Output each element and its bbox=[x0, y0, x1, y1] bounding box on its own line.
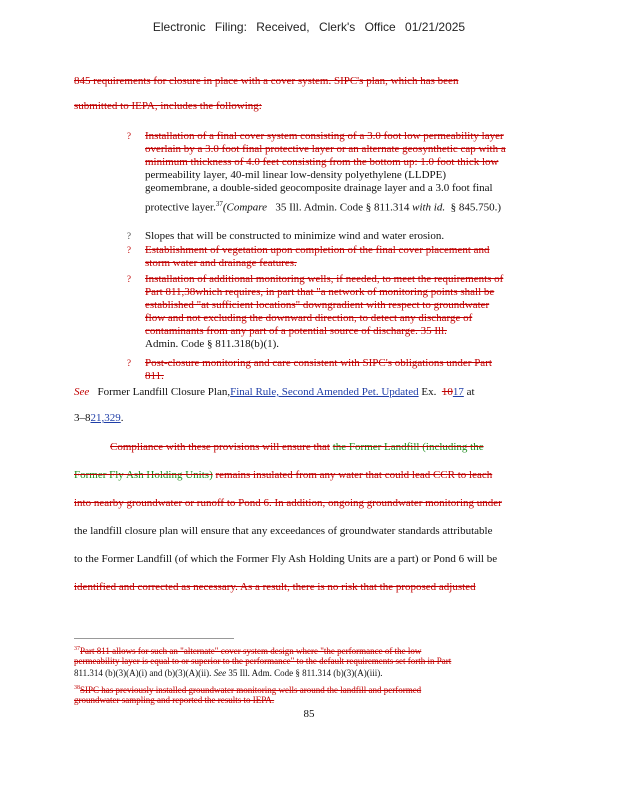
see-citation-cont: 3–821,329. bbox=[74, 412, 124, 424]
bullet5-line: Post-closure monitoring and care consistent with SIPC's obligations under Part bbox=[145, 357, 492, 369]
bullet5-line: 811. bbox=[145, 370, 164, 382]
page-number: 85 bbox=[303, 708, 315, 720]
exhibit-link[interactable]: 17 bbox=[452, 386, 464, 398]
bullet1-line: overlain by a 3.0 foot final protective layer or an alternate geosynthetic cap with a bbox=[145, 143, 506, 155]
footnote-separator bbox=[74, 638, 234, 639]
bullet3-line: Establishment of vegetation upon completion of the final cover placement and bbox=[145, 244, 490, 256]
para2-line: into nearby groundwater or runoff to Pond 6. In addition, ongoing groundwater monitoring under bbox=[74, 497, 502, 509]
para2-line: Former Fly Ash Holding Units) remains insulated from any water that could lead CCR to leach bbox=[74, 469, 493, 481]
footnote-38: $^{38}$SIPC has previously installed groundwater monitoring wells around the landfill and performed bbox=[74, 685, 422, 695]
bullet1-line: minimum thickness of 4.0 feet consisting from the bottom up: 1.0 foot thick low bbox=[145, 156, 499, 168]
footnote-37: $^{37}$Part 811 allows for such an "alternate" cover system design where "the performance of the low bbox=[74, 646, 422, 656]
filing-header: Electronic Filing: Received, Clerk's Office 01/21/2025 bbox=[152, 20, 466, 34]
bullet-marker: ? bbox=[127, 245, 131, 255]
footnote-37-line: 811.314 (b)(3)(A)(i) and (b)(3)(A)(ii). See 35 Ill. Adm. Code § 811.314 (b)(3)(A)(iii). bbox=[74, 668, 383, 678]
para2-line: Compliance with these provisions will ensure that the Former Landfill (including the bbox=[110, 441, 484, 453]
bullet4-line: flow and not excluding the downward direction, to detect any discharge of bbox=[145, 312, 473, 324]
para2-line: identified and corrected as necessary. As a result, there is no risk that the proposed adjusted bbox=[74, 581, 476, 593]
bullet4-line: Part 811,38which requires, in part that "a network of monitoring points shall be bbox=[145, 286, 495, 298]
bullet4-line: contaminants from any part of a potential source of discharge. 35 Ill. bbox=[145, 325, 447, 337]
bullet-marker: ? bbox=[127, 131, 131, 141]
bullet2-line: Slopes that will be constructed to minimize wind and water erosion. bbox=[145, 230, 445, 242]
bullet4-line: established "at sufficient locations" downgradient with respect to groundwater bbox=[145, 299, 490, 311]
see-citation: See Former Landfill Closure Plan,Final Rule, Second Amended Pet. Updated Ex. 1017 at bbox=[74, 386, 475, 398]
bullet1-last-line: protective layer.$^{37}$(Compare 35 Ill. Admin. Code § 811.314 with id. § 845.750.) bbox=[145, 200, 502, 214]
citation-link[interactable]: Final Rule, Second Amended Pet. Updated bbox=[230, 386, 419, 398]
footnote-37-line: permeability layer is equal to or superior to the performance" to the default requirements set forth in Part bbox=[74, 656, 452, 666]
footnote-38-line: groundwater sampling and reported the results to IEPA. bbox=[74, 695, 275, 705]
bullet4-line: Admin. Code § 811.318(b)(1). bbox=[145, 338, 280, 350]
para2-line: the landfill closure plan will ensure that any exceedances of groundwater standards attributable bbox=[74, 525, 493, 537]
para2-line: to the Former Landfill (of which the Former Fly Ash Holding Units are a part) or Pond 6 will be bbox=[74, 553, 498, 565]
bullet1-line: geomembrane, a double-sided geocomposite drainage layer and a 3.0 foot final bbox=[145, 182, 493, 194]
bullet4-line: Installation of additional monitoring wells, if needed, to meet the requirements of bbox=[145, 273, 504, 285]
page-link[interactable]: 21,329 bbox=[90, 412, 121, 424]
bullet1-line: permeability layer, 40-mil linear low-density polyethylene (LLDPE) bbox=[145, 169, 447, 181]
bullet3-line: storm water and drainage features. bbox=[145, 257, 297, 269]
para1-line: 845 requirements for closure in place with a cover system. SIPC's plan, which has been bbox=[74, 75, 459, 87]
para1-line: submitted to IEPA, includes the following: bbox=[74, 100, 262, 112]
bullet-marker: ? bbox=[127, 231, 131, 241]
bullet1-line: Installation of a final cover system consisting of a 3.0 foot low permeability layer bbox=[145, 130, 504, 142]
bullet-marker: ? bbox=[127, 358, 131, 368]
bullet-marker: ? bbox=[127, 274, 131, 284]
